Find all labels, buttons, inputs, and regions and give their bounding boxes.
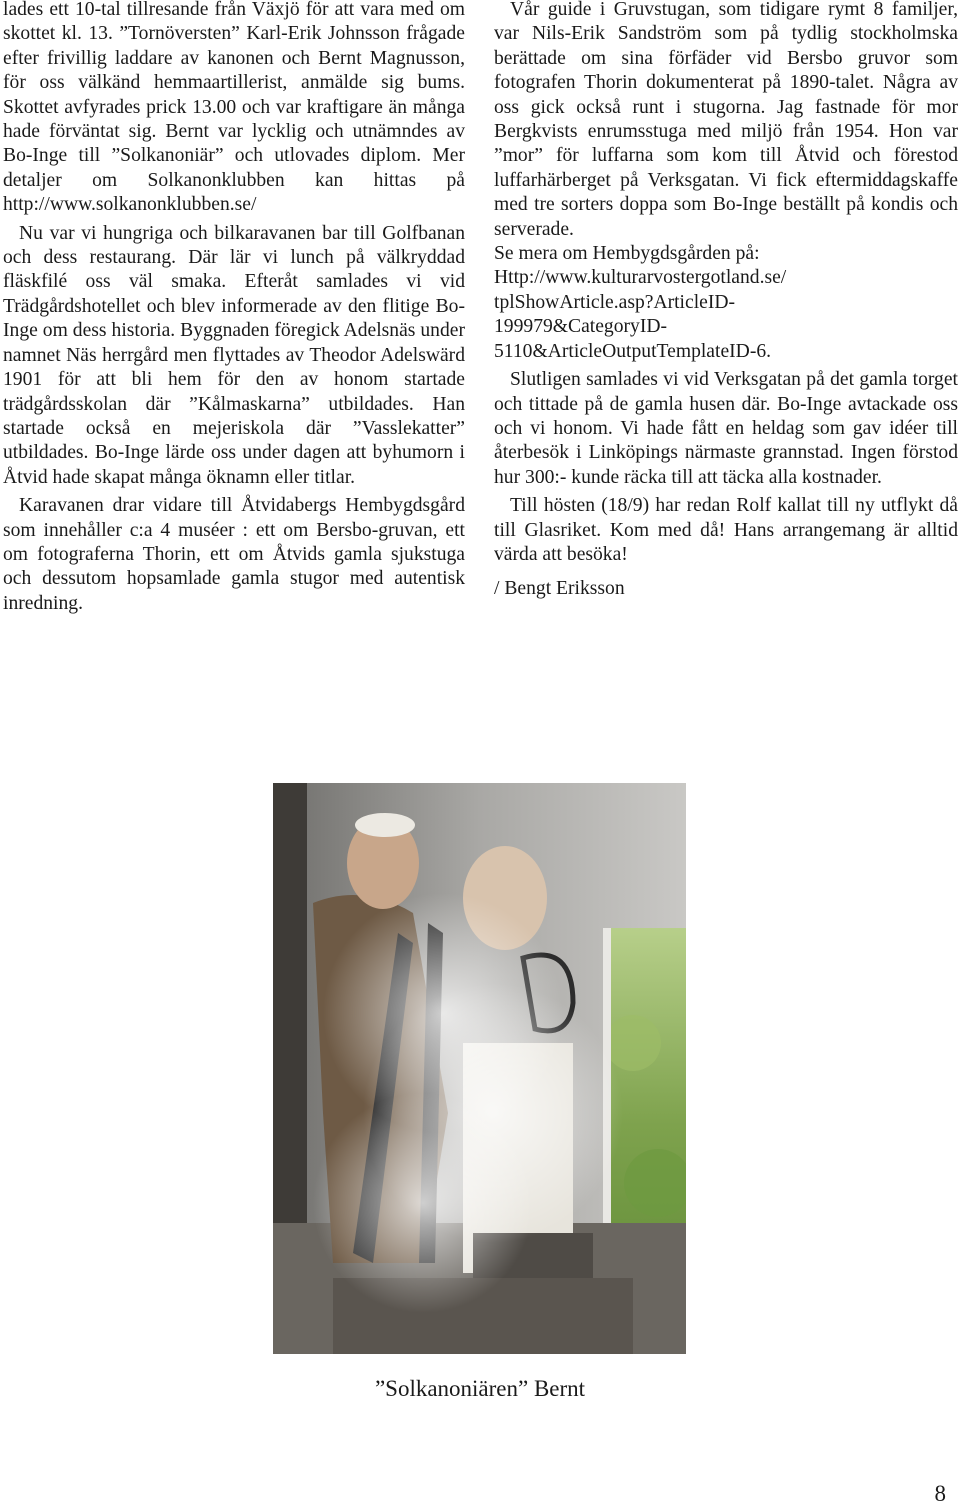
link-line-1: Http://www.kulturarvostergotland.se/ [494, 267, 787, 289]
left-column [3, 0, 465, 616]
photo-caption: ”Solkanoniären” Bernt [374, 1376, 586, 1401]
link-line-2: tplShowArticle.asp?ArticleID- [494, 291, 736, 313]
photo-illustration [273, 783, 686, 1354]
right-column [494, 0, 958, 602]
right-paragraph-3: Till hösten (18/9) har redan Rolf kallat till ny utflykt då till Glasriket. Kom med då! Hans arrangemang är alltid värda att besöka! [494, 495, 958, 565]
right-paragraph-1: Vår guide i Gruvstugan, som tidigare rymt 8 familjer, var Nils-Erik Sandström som på tydlig stockholmska berättade om sina förfäder vid Bersbo gruvor som fotografen Thorin dokumenterat på 1890-talet. Några av oss gick också runt i stugorna. Jag fastnade för mor Bergkvists enrumsstuga med miljö från 1954. Hon var ”mor” för luffarna som kom till Åtvid och förestod luffarhärberget på Verksgatan. Vi fick eftermiddagskaffe med tre sorters doppa som Bo-Inge beställt på kondis och serverade. [494, 0, 958, 240]
left-paragraph-2: Nu var vi hungriga och bilkaravanen bar till Golfbanan och dess restaurang. Där lär vi lunch på välkryddad fläskfilé oss väl smaka. Efteråt samlades vi vid Trädgårdshotellet och blev informerade av den flitige Bo-Inge om dess historia. Byggnaden föregick Adelsnäs under namnet Näs herrgård men flyttades av Theodor Adelswärd 1901 för att bli hem för den av honom startade trädgårdsskolan där ”Kålmaskarna” utbildades. Han startade också en mejeriskola där ”Vasslekatter” utbildades. Bo-Inge lärde oss under dagen att byhumorn i Åtvid hade skapat många öknamn eller titlar. [3, 222, 465, 488]
link-intro: Se mera om Hembygdsgården på: [494, 243, 760, 265]
page-number: 8 [934, 1481, 946, 1506]
link-line-4: 5110&ArticleOutputTemplateID-6. [494, 340, 772, 362]
signature: / Bengt Eriksson [494, 578, 625, 600]
link-line-3: 199979&CategoryID- [494, 316, 668, 338]
photo-solkanoniar [273, 783, 686, 1354]
left-paragraph-1: lades ett 10-tal tillresande från Växjö för att vara med om skottet kl. 13. ”Tornöversten” Karl-Erik Johnsson frågade efter frivillig laddare av kanonen och Bernt Magnusson, för oss välkänd hemmaartillerist, anmälde sig bums. Skottet avfyrades prick 13.00 och var kraftigare än många hade förväntat sig. Bernt var lycklig och utnämndes av Bo-Inge till ”Solkanoniär” och utlovades diplom. Mer detaljer om Solkanonklubben kan hittas på http://www.solkanonklubben.se/ [3, 0, 465, 216]
right-paragraph-2: Slutligen samlades vi vid Verksgatan på det gamla torget och tittade på de gamla husen där. Bo-Inge avtackade oss och vi honom. Vi hade fått en heldag som gav idéer till återbesök i Linköpings närmaste grannstad. Ingen förstod hur 300:- kunde räcka till att täcka alla kostnader. [494, 369, 958, 488]
left-paragraph-3: Karavanen drar vidare till Åtvidabergs Hembygdsgård som innehåller c:a 4 muséer : ett om Bersbo-gruvan, ett om fotograferna Thorin, ett om Åtvids gamla sjukstuga och dessutom hopsamlade gamla stugor med autentisk inredning. [3, 495, 465, 614]
